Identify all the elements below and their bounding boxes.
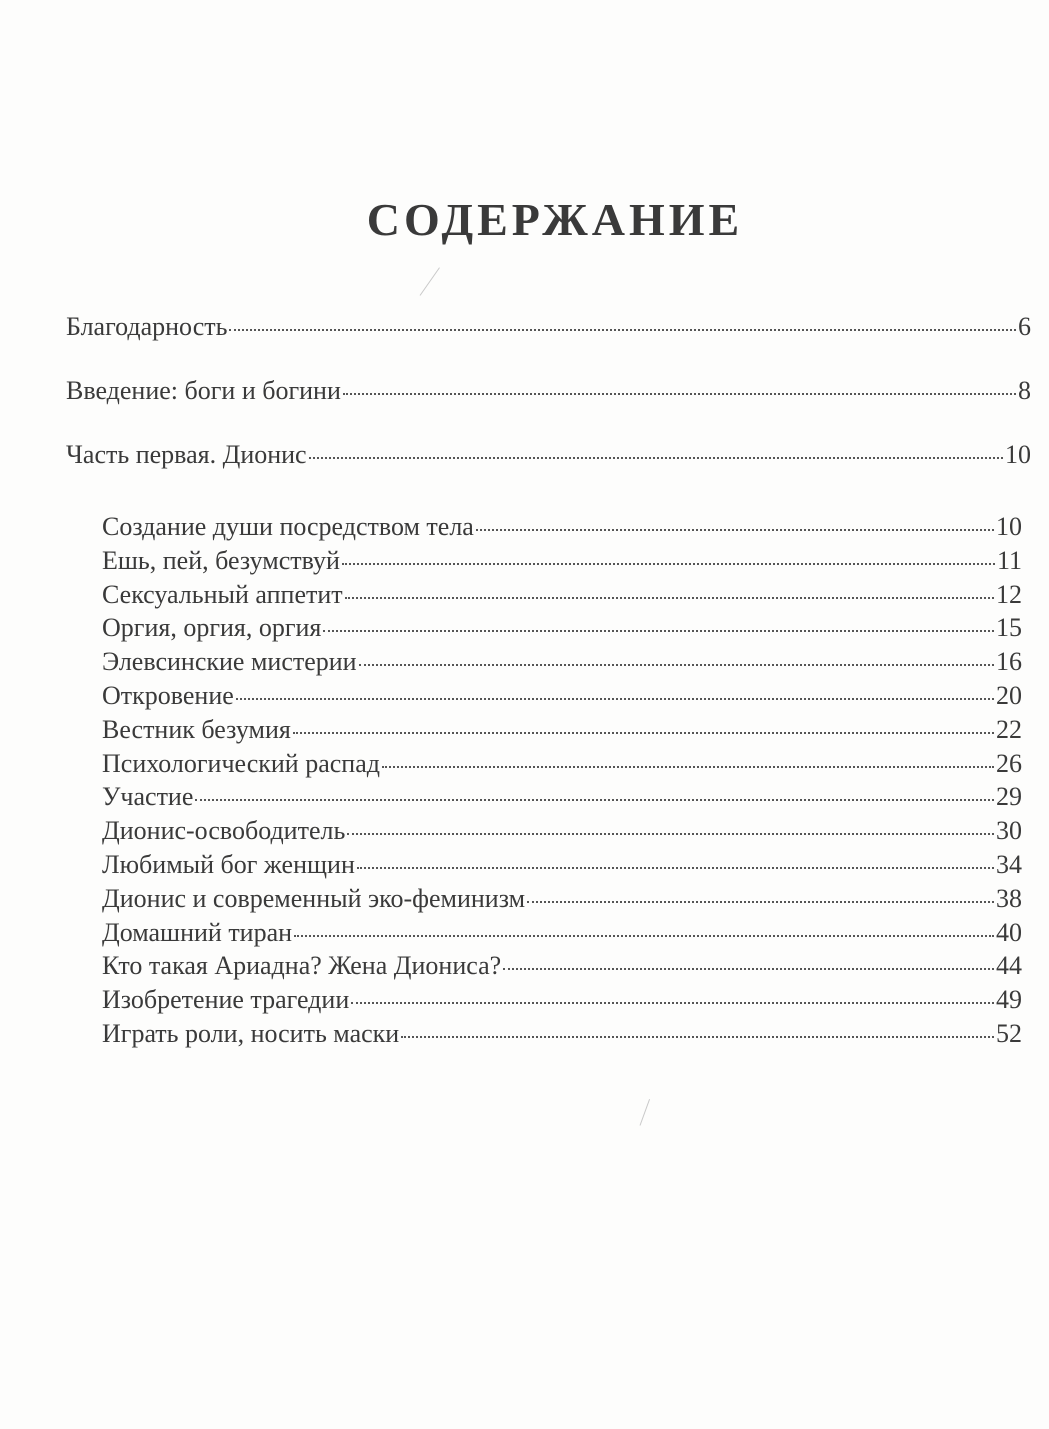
toc-entry-label: Введение: боги и богини: [66, 376, 341, 405]
toc-subentry[interactable]: [102, 916, 1022, 950]
dot-leader: [357, 867, 994, 869]
toc-subentry-page: 30: [996, 816, 1022, 846]
toc-subentry-label: Домашний тиран: [102, 917, 293, 947]
toc-subentry[interactable]: [102, 645, 1022, 679]
dot-leader: [359, 664, 994, 666]
toc-entry[interactable]: [66, 305, 1031, 369]
toc-subentry[interactable]: [102, 747, 1022, 781]
dot-leader: [347, 833, 994, 835]
toc-subentry-label: Дионис и современный эко-феминизм: [102, 883, 526, 913]
toc-subentry-label: Дионис-освободитель: [102, 816, 346, 846]
dot-leader: [476, 529, 994, 531]
toc-subentry-label: Вестник безумия: [102, 714, 291, 744]
toc-subentry-page: 52: [996, 1018, 1022, 1048]
toc-subentry-label: Психологический распад: [102, 748, 380, 778]
toc-subentry-page: 11: [996, 545, 1022, 575]
toc-subentry[interactable]: [102, 713, 1022, 747]
dot-leader: [294, 935, 994, 937]
toc-subentry-page: 20: [996, 680, 1022, 710]
toc-subentry[interactable]: [102, 611, 1022, 645]
toc-subentry-page: 49: [996, 985, 1022, 1015]
toc-subentry[interactable]: [102, 578, 1022, 612]
toc-entry-page: 10: [1005, 440, 1031, 469]
dot-leader: [309, 457, 1003, 459]
toc-subentry-page: 26: [996, 748, 1022, 778]
toc-subentry[interactable]: [102, 780, 1022, 814]
toc-subentry-page: 12: [996, 579, 1022, 609]
dot-leader: [342, 563, 995, 565]
toc-entry-page: 8: [1018, 376, 1031, 405]
toc-subentry[interactable]: [102, 1017, 1022, 1051]
dot-leader: [195, 799, 994, 801]
dot-leader: [345, 597, 994, 599]
dot-leader: [401, 1036, 994, 1038]
paper-mark: [420, 267, 440, 295]
toc-subentry[interactable]: [102, 848, 1022, 882]
toc-sub-section: [102, 510, 1022, 1051]
toc-subentry-label: Создание души посредством тела: [102, 512, 474, 541]
page-title: СОДЕРЖАНИЕ: [366, 194, 744, 245]
dot-leader: [503, 968, 994, 970]
toc-subentry-label: Участие: [102, 782, 194, 812]
dot-leader: [236, 698, 994, 700]
toc-subentry-label: Играть роли, носить маски: [102, 1018, 400, 1048]
dot-leader: [351, 1002, 994, 1004]
toc-subentry-page: 22: [996, 714, 1022, 744]
toc-subentry-label: Ешь, пей, безумствуй: [102, 545, 340, 575]
toc-subentry[interactable]: [102, 949, 1022, 983]
toc-subentry-label: Оргия, оргия, оргия: [102, 613, 322, 643]
dot-leader: [382, 766, 994, 768]
dot-leader: [343, 393, 1016, 395]
toc-subentry[interactable]: [102, 882, 1022, 916]
toc-subentry[interactable]: [102, 510, 1022, 544]
toc-subentry-page: 44: [996, 951, 1022, 981]
toc-subentry[interactable]: [102, 544, 1022, 578]
dot-leader: [293, 732, 994, 734]
toc-subentry-label: Сексуальный аппетит: [102, 579, 343, 609]
toc-subentry-page: 38: [996, 883, 1022, 913]
toc-entry-label: Часть первая. Дионис: [66, 440, 307, 469]
toc-subentry-page: 29: [996, 782, 1022, 812]
toc-main-section: [66, 305, 1031, 497]
dot-leader: [229, 329, 1016, 331]
toc-subentry-page: 10: [996, 512, 1022, 541]
toc-subentry-page: 40: [996, 917, 1022, 947]
toc-entry[interactable]: [66, 369, 1031, 433]
toc-subentry-page: 34: [996, 849, 1022, 879]
toc-subentry-label: Элевсинские мистерии: [102, 647, 357, 677]
toc-subentry-label: Изобретение трагедии: [102, 985, 350, 1015]
toc-subentry-page: 16: [996, 647, 1022, 677]
toc-entry-label: Благодарность: [66, 312, 228, 341]
dot-leader: [527, 901, 994, 903]
toc-subentry[interactable]: [102, 983, 1022, 1017]
toc-subentry-label: Откровение: [102, 680, 234, 710]
toc-entry-page: 6: [1018, 312, 1031, 341]
toc-subentry[interactable]: [102, 679, 1022, 713]
toc-subentry-label: Кто такая Ариадна? Жена Диониса?: [102, 951, 502, 981]
toc-subentry[interactable]: [102, 814, 1022, 848]
dot-leader: [323, 630, 994, 632]
toc-subentry-page: 15: [996, 613, 1022, 643]
paper-mark: [640, 1099, 651, 1126]
toc-subentry-label: Любимый бог женщин: [102, 849, 355, 879]
toc-entry[interactable]: [66, 433, 1031, 497]
